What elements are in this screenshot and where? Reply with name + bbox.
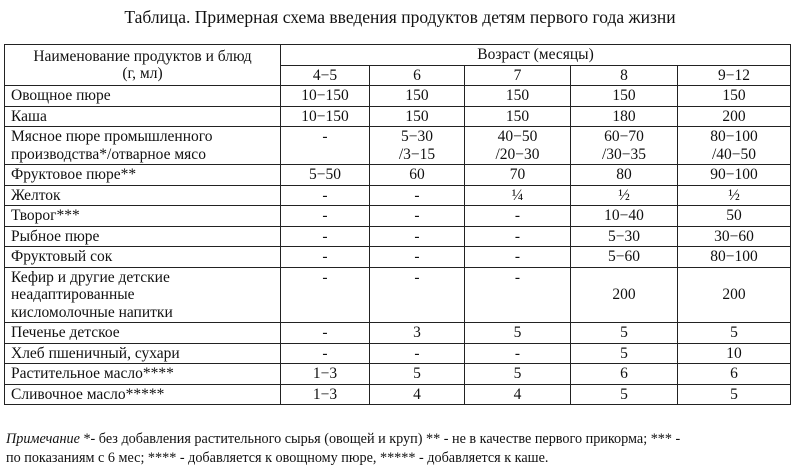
cell-value <box>465 127 571 165</box>
cell-value: 150 <box>370 86 465 107</box>
table-row <box>5 127 791 165</box>
table-row <box>5 226 791 247</box>
header-age: 8 <box>571 65 678 86</box>
product-name: Желток <box>5 185 281 206</box>
header-row <box>5 45 791 66</box>
cell-line: 80−100 <box>710 128 758 145</box>
cell-value: 200 <box>571 267 678 323</box>
product-name: Творог*** <box>5 206 281 227</box>
cell-value <box>678 127 791 165</box>
product-name: Растительное масло**** <box>5 364 281 385</box>
cell-line: 40−50 <box>497 128 538 145</box>
cell-value: - <box>465 267 571 323</box>
header-age: 9−12 <box>678 65 791 86</box>
cell-value: - <box>281 267 370 323</box>
cell-value: 6 <box>571 364 678 385</box>
table-title: Таблица. Примерная схема введения продуктов детям первого года жизни <box>124 7 676 27</box>
cell-value: ¼ <box>465 185 571 206</box>
product-name: Печенье детское <box>5 323 281 344</box>
table-row <box>5 323 791 344</box>
cell-value: 1−3 <box>281 364 370 385</box>
cell-value: - <box>281 247 370 268</box>
cell-value: 80−100 <box>678 247 791 268</box>
cell-value: 10−150 <box>281 86 370 107</box>
cell-value: - <box>465 247 571 268</box>
header-age: 4−5 <box>281 65 370 86</box>
product-name-line: производства*/отварное мясо <box>11 145 206 163</box>
cell-value: - <box>370 267 465 323</box>
header-age: 6 <box>370 65 465 86</box>
footnote-line1: *- без добавления растительного сырья (овощей и круп) ** - не в качестве первого прикорма; *** - <box>79 431 681 447</box>
cell-value: 5−30 <box>571 226 678 247</box>
product-name <box>5 267 281 323</box>
cell-value: 60 <box>370 165 465 186</box>
cell-value: 5 <box>571 343 678 364</box>
cell-value: 4 <box>465 384 571 405</box>
table-row <box>5 247 791 268</box>
table-footnote <box>6 430 796 468</box>
cell-value: - <box>465 343 571 364</box>
header-name-line2: (г, мл) <box>122 65 163 82</box>
cell-value: 10−150 <box>281 106 370 127</box>
cell-value: ½ <box>678 185 791 206</box>
cell-value: 50 <box>678 206 791 227</box>
table-row <box>5 384 791 405</box>
cell-value: 150 <box>370 106 465 127</box>
cell-value: 150 <box>465 86 571 107</box>
cell-value: 1−3 <box>281 384 370 405</box>
cell-value: 5−60 <box>571 247 678 268</box>
table-row <box>5 206 791 227</box>
cell-value: 4 <box>370 384 465 405</box>
cell-value: - <box>281 206 370 227</box>
product-name-line: кисломолочные напитки <box>11 303 173 321</box>
product-name: Овощное пюре <box>5 86 281 107</box>
cell-value: - <box>281 185 370 206</box>
cell-value: - <box>465 206 571 227</box>
cell-value: 200 <box>678 267 791 323</box>
cell-value: 150 <box>678 86 791 107</box>
cell-value: 10 <box>678 343 791 364</box>
header-age-group: Возраст (месяцы) <box>281 45 791 66</box>
cell-line: /30−35 <box>601 145 647 163</box>
cell-value: 30−60 <box>678 226 791 247</box>
header-age: 7 <box>465 65 571 86</box>
product-name: Фруктовое пюре** <box>5 165 281 186</box>
cell-value: 3 <box>370 323 465 344</box>
cell-value: 5 <box>678 384 791 405</box>
cell-value: - <box>281 343 370 364</box>
cell-line: - <box>322 128 328 145</box>
cell-value: 150 <box>465 106 571 127</box>
cell-value: 10−40 <box>571 206 678 227</box>
table-row <box>5 165 791 186</box>
cell-value: - <box>370 343 465 364</box>
cell-value: 5−50 <box>281 165 370 186</box>
table-row <box>5 343 791 364</box>
cell-value <box>571 127 678 165</box>
cell-value: 5 <box>571 323 678 344</box>
cell-value: 80 <box>571 165 678 186</box>
cell-line: /3−15 <box>398 145 436 163</box>
cell-value: - <box>281 323 370 344</box>
cell-line: 60−70 <box>604 128 644 145</box>
feeding-schedule-table <box>4 44 791 405</box>
header-product-name <box>5 45 281 86</box>
cell-value: 5 <box>465 364 571 385</box>
footnote-line2: по показаниям с 6 мес; **** - добавляется к овощному пюре, ***** - добавляется к каше. <box>6 450 549 466</box>
footnote-label: Примечание <box>6 431 80 447</box>
cell-line: /20−30 <box>495 145 540 163</box>
product-name <box>5 127 281 165</box>
cell-value <box>281 127 370 165</box>
cell-value: 5 <box>465 323 571 344</box>
cell-value: 70 <box>465 165 571 186</box>
product-name: Рыбное пюре <box>5 226 281 247</box>
cell-line: /40−50 <box>711 145 757 163</box>
cell-value: - <box>370 206 465 227</box>
cell-value: 5 <box>678 323 791 344</box>
cell-value: 5 <box>370 364 465 385</box>
product-name-line: неадаптированные <box>11 286 135 303</box>
header-name-line1: Наименование продуктов и блюд <box>33 47 252 65</box>
cell-value: 6 <box>678 364 791 385</box>
product-name: Каша <box>5 106 281 127</box>
cell-value: 5 <box>571 384 678 405</box>
product-name-line: Кефир и другие детские <box>11 268 170 286</box>
table-row <box>5 86 791 107</box>
table-row <box>5 267 791 323</box>
product-name: Фруктовый сок <box>5 247 281 268</box>
cell-value: - <box>370 247 465 268</box>
product-name: Сливочное масло***** <box>5 384 281 405</box>
cell-value: - <box>370 185 465 206</box>
cell-line: 5−30 <box>401 128 433 145</box>
table-row <box>5 185 791 206</box>
cell-value: 180 <box>571 106 678 127</box>
table-row <box>5 106 791 127</box>
cell-value: 200 <box>678 106 791 127</box>
cell-value: - <box>281 226 370 247</box>
cell-value: 90−100 <box>678 165 791 186</box>
cell-value: 150 <box>571 86 678 107</box>
product-name: Хлеб пшеничный, сухари <box>5 343 281 364</box>
product-name-line: Мясное пюре промышленного <box>11 128 213 145</box>
cell-value <box>370 127 465 165</box>
cell-value: ½ <box>571 185 678 206</box>
table-row <box>5 364 791 385</box>
cell-value: - <box>370 226 465 247</box>
cell-value: - <box>465 226 571 247</box>
